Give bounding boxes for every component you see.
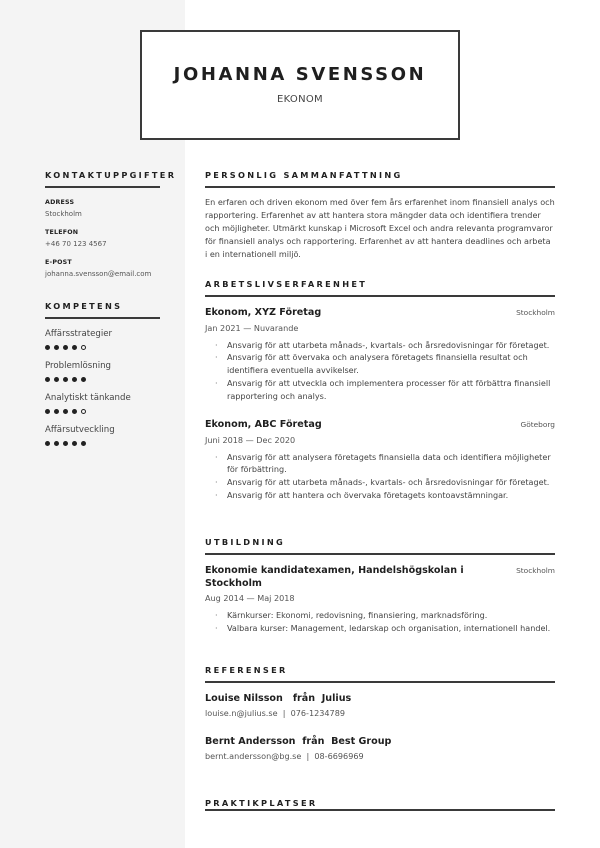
skill-name: Affärsstrategier — [45, 329, 113, 339]
degree-title: Ekonomie kandidatexamen, Handelshögskolan i Stockholm — [205, 565, 464, 589]
bullet-icon: · — [215, 378, 218, 389]
skill-name: Problemlösning — [45, 361, 111, 371]
education-dates: Aug 2014 — Maj 2018 — [205, 593, 295, 603]
skill-rating — [45, 407, 160, 415]
job-dates: Juni 2018 — Dec 2020 — [205, 434, 296, 445]
filled-dot-icon — [54, 377, 59, 382]
empty-dot-icon — [81, 345, 86, 350]
skill-rating — [45, 343, 160, 351]
list-item — [215, 609, 555, 622]
address-label: ADRESS — [45, 199, 75, 206]
filled-dot-icon — [81, 441, 86, 446]
filled-dot-icon — [72, 345, 77, 350]
school-location: Stockholm — [516, 566, 555, 575]
filled-dot-icon — [63, 345, 68, 350]
job-title: Ekonom, XYZ Företag — [205, 307, 322, 318]
skill-rating — [45, 375, 160, 383]
candidate-name: JOHANNA SVENSSON — [173, 64, 427, 85]
skills-section — [45, 301, 160, 447]
skills-heading: KOMPETENS — [45, 301, 160, 319]
education-section — [205, 537, 555, 635]
job-dates: Jan 2021 — Nuvarande — [205, 322, 299, 333]
list-item — [215, 351, 555, 377]
bullet-icon: · — [215, 339, 218, 350]
job-location: Stockholm — [516, 308, 555, 317]
reference-entry — [205, 736, 555, 761]
list-item — [215, 377, 555, 403]
summary-heading: PERSONLIG SAMMANFATTNING — [205, 170, 555, 188]
filled-dot-icon — [81, 377, 86, 382]
bullet-icon: · — [215, 610, 218, 620]
bullet-text: Ansvarig för att utarbeta månads-, kvartals- och årsredovisningar för företaget. — [227, 477, 550, 488]
reference-entry — [205, 693, 555, 718]
reference-contact: louise.n@julius.se | 076-1234789 — [205, 708, 345, 718]
job-bullets — [205, 339, 555, 404]
list-item — [215, 451, 555, 477]
filled-dot-icon — [72, 409, 77, 414]
internships-section — [205, 798, 555, 811]
filled-dot-icon — [45, 345, 50, 350]
reference-name: Louise Nilsson från Julius — [205, 693, 352, 704]
bullet-icon: · — [215, 451, 218, 462]
references-heading: REFERENSER — [205, 665, 555, 683]
list-item — [215, 476, 555, 489]
reference-name: Bernt Andersson från Best Group — [205, 736, 392, 747]
name-header-box — [140, 30, 460, 140]
references-section — [205, 665, 555, 761]
phone-label: TELEFON — [45, 229, 79, 236]
summary-text: En erfaren och driven ekonom med över fem års erfarenhet inom finansiell analys och rapportering. Erfarenhet av att hantera stora mängder data och identifiera trender och möjligheter. Utmärkt kunskap i Microsoft Excel och andra relevanta programvaror för finansiell analys och rapportering. Erfarenhet av att hantera deadlines och arbeta i en internationell miljö. — [205, 197, 555, 259]
bullet-text: Kärnkurser: Ekonomi, redovisning, finansiering, marknadsföring. — [227, 610, 488, 620]
contact-heading: KONTAKTUPPGIFTER — [45, 170, 160, 188]
empty-dot-icon — [81, 409, 86, 414]
filled-dot-icon — [45, 409, 50, 414]
reference-contact: bernt.andersson@bg.se | 08-6696969 — [205, 751, 364, 761]
job-entry — [205, 419, 555, 502]
filled-dot-icon — [45, 377, 50, 382]
education-bullets — [205, 609, 555, 635]
bullet-text: Valbara kurser: Management, ledarskap och organisation, internationell handel. — [227, 622, 551, 633]
bullet-icon: · — [215, 622, 218, 633]
email-label: E-POST — [45, 259, 72, 266]
summary-section — [205, 170, 555, 261]
candidate-title: EKONOM — [277, 94, 323, 105]
job-location: Göteborg — [520, 420, 555, 430]
bullet-icon: · — [215, 490, 218, 501]
list-item — [215, 489, 555, 502]
contact-section — [45, 170, 177, 278]
job-entry — [205, 307, 555, 403]
experience-section — [205, 279, 555, 502]
filled-dot-icon — [54, 441, 59, 446]
list-item — [215, 622, 555, 635]
education-heading: UTBILDNING — [205, 537, 555, 555]
bullet-icon: · — [215, 477, 218, 488]
education-entry — [205, 565, 555, 635]
phone-value: +46 70 123 4567 — [45, 240, 107, 248]
skill-name: Affärsutveckling — [45, 425, 115, 435]
job-title: Ekonom, ABC Företag — [205, 419, 322, 431]
skill-name: Analytiskt tänkande — [45, 393, 131, 403]
filled-dot-icon — [72, 441, 77, 446]
address-value: Stockholm — [45, 210, 82, 218]
filled-dot-icon — [54, 345, 59, 350]
filled-dot-icon — [54, 409, 59, 414]
filled-dot-icon — [72, 377, 77, 382]
filled-dot-icon — [63, 441, 68, 446]
filled-dot-icon — [63, 377, 68, 382]
list-item — [215, 339, 555, 352]
bullet-icon: · — [215, 352, 218, 363]
filled-dot-icon — [63, 409, 68, 414]
skill-rating — [45, 439, 160, 447]
bullet-text: Ansvarig för att utarbeta månads-, kvartals- och årsredovisningar för företaget. — [227, 339, 550, 350]
email-value: johanna.svensson@email.com — [45, 270, 152, 278]
experience-heading: ARBETSLIVSERFARENHET — [205, 279, 555, 297]
bullet-text: Ansvarig för att analysera företagets finansiella data och identifiera möjligheter för förbättring. — [227, 451, 551, 475]
bullet-text: Ansvarig för att utveckla och implementera processer för att förbättra finansiell rapportering och analys. — [227, 378, 551, 402]
bullet-text: Ansvarig för att övervaka och analysera företagets finansiella resultat och identifiera eventuella avvikelser. — [227, 352, 528, 376]
bullet-text: Ansvarig för att hantera och övervaka företagets kontoavstämningar. — [227, 490, 509, 501]
filled-dot-icon — [45, 441, 50, 446]
job-bullets — [205, 451, 555, 503]
internships-heading: PRAKTIKPLATSER — [205, 798, 555, 811]
